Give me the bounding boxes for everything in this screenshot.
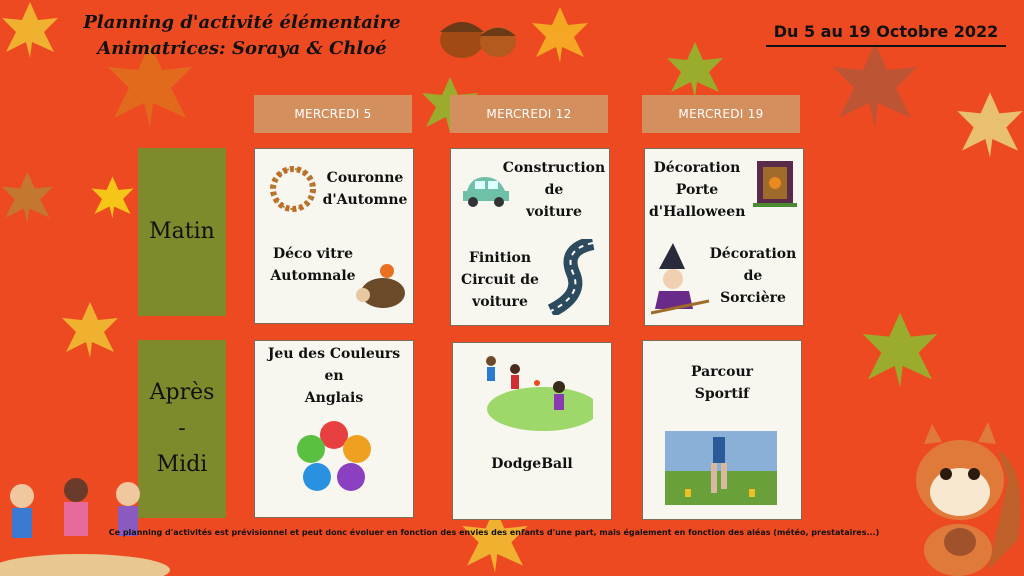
activity-card-morning-12 <box>450 148 610 326</box>
activity-text: Décoration <box>709 246 797 262</box>
activity-text: Jeu des Couleurs <box>267 346 401 362</box>
autumn-leaf-icon <box>0 170 55 225</box>
activity-text: d'Halloween <box>649 204 746 220</box>
activity-text: voiture <box>526 204 582 220</box>
row-label-afternoon-3: Midi <box>156 452 208 477</box>
autumn-leaf-icon <box>60 300 120 360</box>
title-line-2: Animatrices: Soraya & Chloé <box>97 38 387 59</box>
page-title <box>42 10 442 62</box>
activity-text: Décoration <box>653 160 741 176</box>
witch-icon <box>649 239 713 319</box>
activity-text: de <box>544 182 564 198</box>
acorn-icon <box>432 8 522 60</box>
activity-text: Anglais <box>304 390 364 406</box>
autumn-leaf-icon <box>530 5 590 65</box>
activity-text: Porte <box>675 182 719 198</box>
day-header-12: MERCREDI 12 <box>450 95 608 133</box>
squirrel-illustration <box>908 410 1024 576</box>
activity-card-morning-5 <box>254 148 414 324</box>
children-illustration <box>0 470 170 576</box>
row-header-morning <box>138 148 226 316</box>
autumn-leaf-icon <box>90 175 135 220</box>
day-header-5: MERCREDI 5 <box>254 95 412 133</box>
activity-text: Couronne <box>326 170 404 186</box>
row-label-morning: Matin <box>149 219 215 244</box>
activity-card-afternoon-19 <box>642 340 802 520</box>
activity-text: Sorcière <box>720 290 786 306</box>
activity-text: de <box>743 268 763 284</box>
activity-card-afternoon-5 <box>254 340 414 518</box>
autumn-leaf-icon <box>955 90 1024 160</box>
kids-playing-icon <box>473 349 593 437</box>
activity-text: en <box>324 368 344 384</box>
hedgehog-icon <box>351 253 409 311</box>
title-line-1: Planning d'activité élémentaire <box>83 12 401 33</box>
activity-text: Déco vitre <box>273 246 353 262</box>
day-header-19: MERCREDI 19 <box>642 95 800 133</box>
activity-text: d'Automne <box>322 192 408 208</box>
autumn-leaf-icon <box>665 40 725 100</box>
activity-text: Circuit de <box>461 272 539 288</box>
row-label-afternoon-1: Après <box>149 380 215 405</box>
activity-text: DodgeBall <box>491 456 573 472</box>
colorful-hands-icon <box>291 415 377 501</box>
row-label-afternoon-2: - <box>178 416 186 441</box>
autumn-leaf-icon <box>860 310 940 390</box>
activity-text: Automnale <box>270 268 356 284</box>
activity-card-morning-19 <box>644 148 804 326</box>
activity-text: voiture <box>472 294 528 310</box>
autumn-wreath-icon <box>265 161 321 217</box>
activity-text: Sportif <box>694 386 750 402</box>
activity-text: Construction <box>502 160 606 176</box>
autumn-leaf-icon <box>830 40 920 130</box>
road-icon <box>543 239 603 315</box>
running-track-photo <box>665 431 777 505</box>
activity-text: Parcour <box>690 364 753 380</box>
activity-text: Finition <box>468 250 532 266</box>
activity-card-afternoon-12 <box>452 342 612 520</box>
date-range: Du 5 au 19 Octobre 2022 <box>766 22 1006 47</box>
disclaimer-note: Ce planning d'activités est prévisionnel et peut donc évoluer en fonction des envies des enfants d'une part, mais également en fonction des aléas (météo, prestataires...) <box>108 528 880 537</box>
halloween-door-icon <box>749 157 801 209</box>
